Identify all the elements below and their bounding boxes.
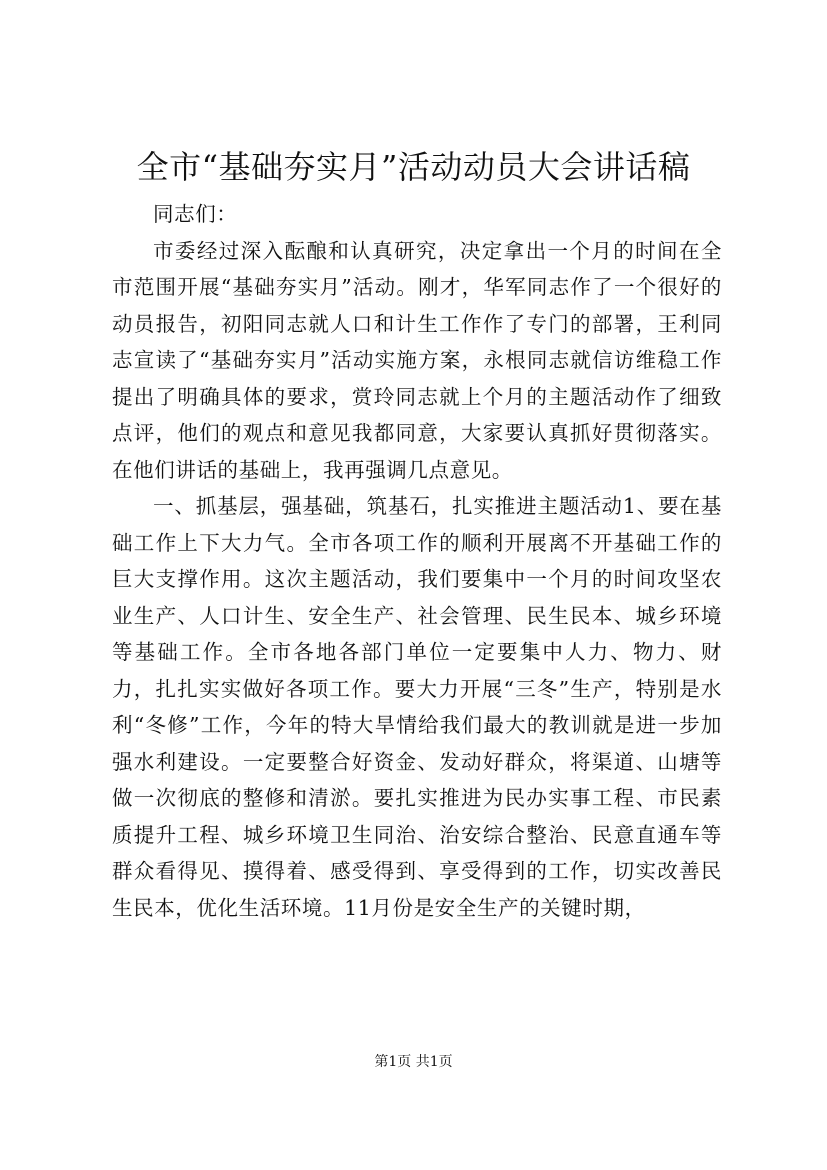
document-body [112, 196, 722, 926]
paragraph-2: 一、抓基层，强基础，筑基石，扎实推进主题活动1、要在基础工作上下大力气。全市各项工作的顺利开展离不开基础工作的巨大支撑作用。这次主题活动，我们要集中一个月的时间攻坚农业生产、人口计生、安全生产、社会管理、民生民本、城乡环境等基础工作。全市各地各部门单位一定要集中人力、物力、财力，扎扎实实做好各项工作。要大力开展“三冬”生产，特别是水利“冬修”工作，今年的特大旱情给我们最大的教训就是进一步加强水利建设。一定要整合好资金、发动好群众，将渠道、山塘等做一次彻底的整修和清淤。要扎实推进为民办实事工程、市民素质提升工程、城乡环境卫生同治、治安综合整治、民意直通车等群众看得见、摸得着、感受得到、享受得到的工作，切实改善民生民本，优化生活环境。11月份是安全生产的关键时期， [112, 494, 722, 920]
document-title: 全市“基础夯实月”活动动员大会讲话稿 [136, 148, 691, 186]
page-footer: 第1页 共1页 [374, 1054, 453, 1070]
paragraph-1: 市委经过深入酝酿和认真研究，决定拿出一个月的时间在全市范围开展“基础夯实月”活动。刚才，华军同志作了一个很好的动员报告，初阳同志就人口和计生工作作了专门的部署，王利同志宣读了“基础夯实月”活动实施方案，永根同志就信访维稳工作提出了明确具体的要求，赏玲同志就上个月的主题活动作了细致点评，他们的观点和意见我都同意，大家要认真抓好贯彻落实。在他们讲话的基础上，我再强调几点意见。 [112, 238, 722, 482]
salutation: 同志们： [153, 202, 238, 226]
